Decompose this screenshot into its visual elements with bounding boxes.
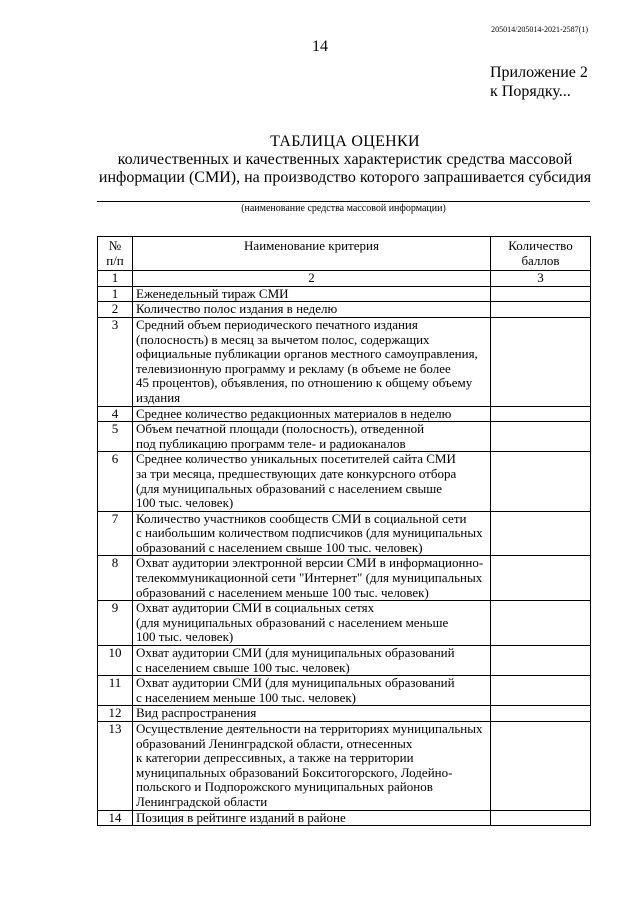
index-cell: 1 bbox=[98, 271, 133, 287]
row-score bbox=[491, 556, 591, 601]
row-number: 3 bbox=[98, 317, 133, 406]
appendix-line-2: к Порядку... bbox=[490, 83, 571, 100]
appendix-reference bbox=[490, 63, 588, 101]
media-name-caption: (наименование средства массовой информации) bbox=[241, 203, 446, 214]
document-id: 205014/205014-2021-2587(1) bbox=[491, 25, 588, 34]
criteria-table bbox=[97, 236, 591, 826]
row-number: 13 bbox=[98, 722, 133, 811]
media-name-line bbox=[97, 201, 590, 202]
row-criterion: Охват аудитории СМИ (для муниципальных образований с населением свыше 100 тыс. человек) bbox=[133, 646, 491, 676]
table-row bbox=[98, 601, 591, 646]
title-line-2: количественных и качественных характеристик средства массовой bbox=[117, 151, 573, 168]
table-row bbox=[98, 722, 591, 811]
table-row bbox=[98, 422, 591, 452]
row-score bbox=[491, 511, 591, 556]
row-number: 12 bbox=[98, 706, 133, 722]
row-score bbox=[491, 722, 591, 811]
row-number: 6 bbox=[98, 452, 133, 511]
row-criterion: Среднее количество уникальных посетителей сайта СМИ за три месяца, предшествующих дате конкурсного отбора (для муниципальных образований с населением свыше 100 тыс. человек) bbox=[133, 452, 491, 511]
table-row bbox=[98, 286, 591, 302]
row-number: 9 bbox=[98, 601, 133, 646]
table-row bbox=[98, 556, 591, 601]
row-number: 5 bbox=[98, 422, 133, 452]
row-number: 2 bbox=[98, 302, 133, 318]
row-criterion: Осуществление деятельности на территориях муниципальных образований Ленинградской области, отнесенных к категории депрессивных, а также на территории муниципальных образований Бокситогорского, Лодейно- польского и Подпорожского муниципальных районов Ленинградской области bbox=[133, 722, 491, 811]
title-main: ТАБЛИЦА ОЦЕНКИ bbox=[270, 133, 420, 150]
table-row bbox=[98, 646, 591, 676]
table-row bbox=[98, 317, 591, 406]
row-number: 8 bbox=[98, 556, 133, 601]
table-row bbox=[98, 452, 591, 511]
table-row bbox=[98, 676, 591, 706]
row-score bbox=[491, 286, 591, 302]
row-criterion: Еженедельный тираж СМИ bbox=[133, 286, 491, 302]
index-cell: 3 bbox=[491, 271, 591, 287]
appendix-line-1: Приложение 2 bbox=[490, 64, 588, 81]
table-index-row bbox=[98, 271, 591, 287]
index-cell: 2 bbox=[133, 271, 491, 287]
row-number: 10 bbox=[98, 646, 133, 676]
row-criterion: Охват аудитории электронной версии СМИ в информационно- телекоммуникационной сети "Интернет" (для муниципальных образований с населением меньше 100 тыс. человек) bbox=[133, 556, 491, 601]
row-score bbox=[491, 452, 591, 511]
row-score bbox=[491, 317, 591, 406]
table-row bbox=[98, 511, 591, 556]
row-number: 11 bbox=[98, 676, 133, 706]
document-title bbox=[95, 133, 595, 187]
row-criterion: Позиция в рейтинге изданий в районе bbox=[133, 810, 491, 826]
table-row bbox=[98, 406, 591, 422]
row-score bbox=[491, 810, 591, 826]
header-score: Количество баллов bbox=[491, 237, 591, 271]
row-score bbox=[491, 646, 591, 676]
row-criterion: Среднее количество редакционных материалов в неделю bbox=[133, 406, 491, 422]
row-criterion: Средний объем периодического печатного издания (полосность) в месяц за вычетом полос, содержащих официальные публикации органов местного самоуправления, телевизионную программу и рекламу (в объеме не более 45 процентов), объявления, по отношению к общему объему издания bbox=[133, 317, 491, 406]
row-score bbox=[491, 676, 591, 706]
table-header-row bbox=[98, 237, 591, 271]
row-criterion: Вид распространения bbox=[133, 706, 491, 722]
row-number: 14 bbox=[98, 810, 133, 826]
row-score bbox=[491, 601, 591, 646]
table-row bbox=[98, 302, 591, 318]
row-criterion: Количество полос издания в неделю bbox=[133, 302, 491, 318]
title-line-3: информации (СМИ), на производство которого запрашивается субсидия bbox=[98, 169, 592, 186]
row-criterion: Объем печатной площади (полосность), отведенной под публикацию программ теле- и радиоканалов bbox=[133, 422, 491, 452]
row-number: 7 bbox=[98, 511, 133, 556]
table-row bbox=[98, 706, 591, 722]
row-score bbox=[491, 302, 591, 318]
row-criterion: Количество участников сообществ СМИ в социальной сети с наибольшим количеством подписчиков (для муниципальных образований с населением свыше 100 тыс. человек) bbox=[133, 511, 491, 556]
page-number: 14 bbox=[312, 38, 328, 55]
row-criterion: Охват аудитории СМИ (для муниципальных образований с населением меньше 100 тыс. человек) bbox=[133, 676, 491, 706]
row-score bbox=[491, 406, 591, 422]
row-score bbox=[491, 706, 591, 722]
row-criterion: Охват аудитории СМИ в социальных сетях (для муниципальных образований с населением меньше 100 тыс. человек) bbox=[133, 601, 491, 646]
row-number: 4 bbox=[98, 406, 133, 422]
header-criterion: Наименование критерия bbox=[133, 237, 491, 271]
table-row bbox=[98, 810, 591, 826]
row-score bbox=[491, 422, 591, 452]
header-number: № п/п bbox=[98, 237, 133, 271]
row-number: 1 bbox=[98, 286, 133, 302]
